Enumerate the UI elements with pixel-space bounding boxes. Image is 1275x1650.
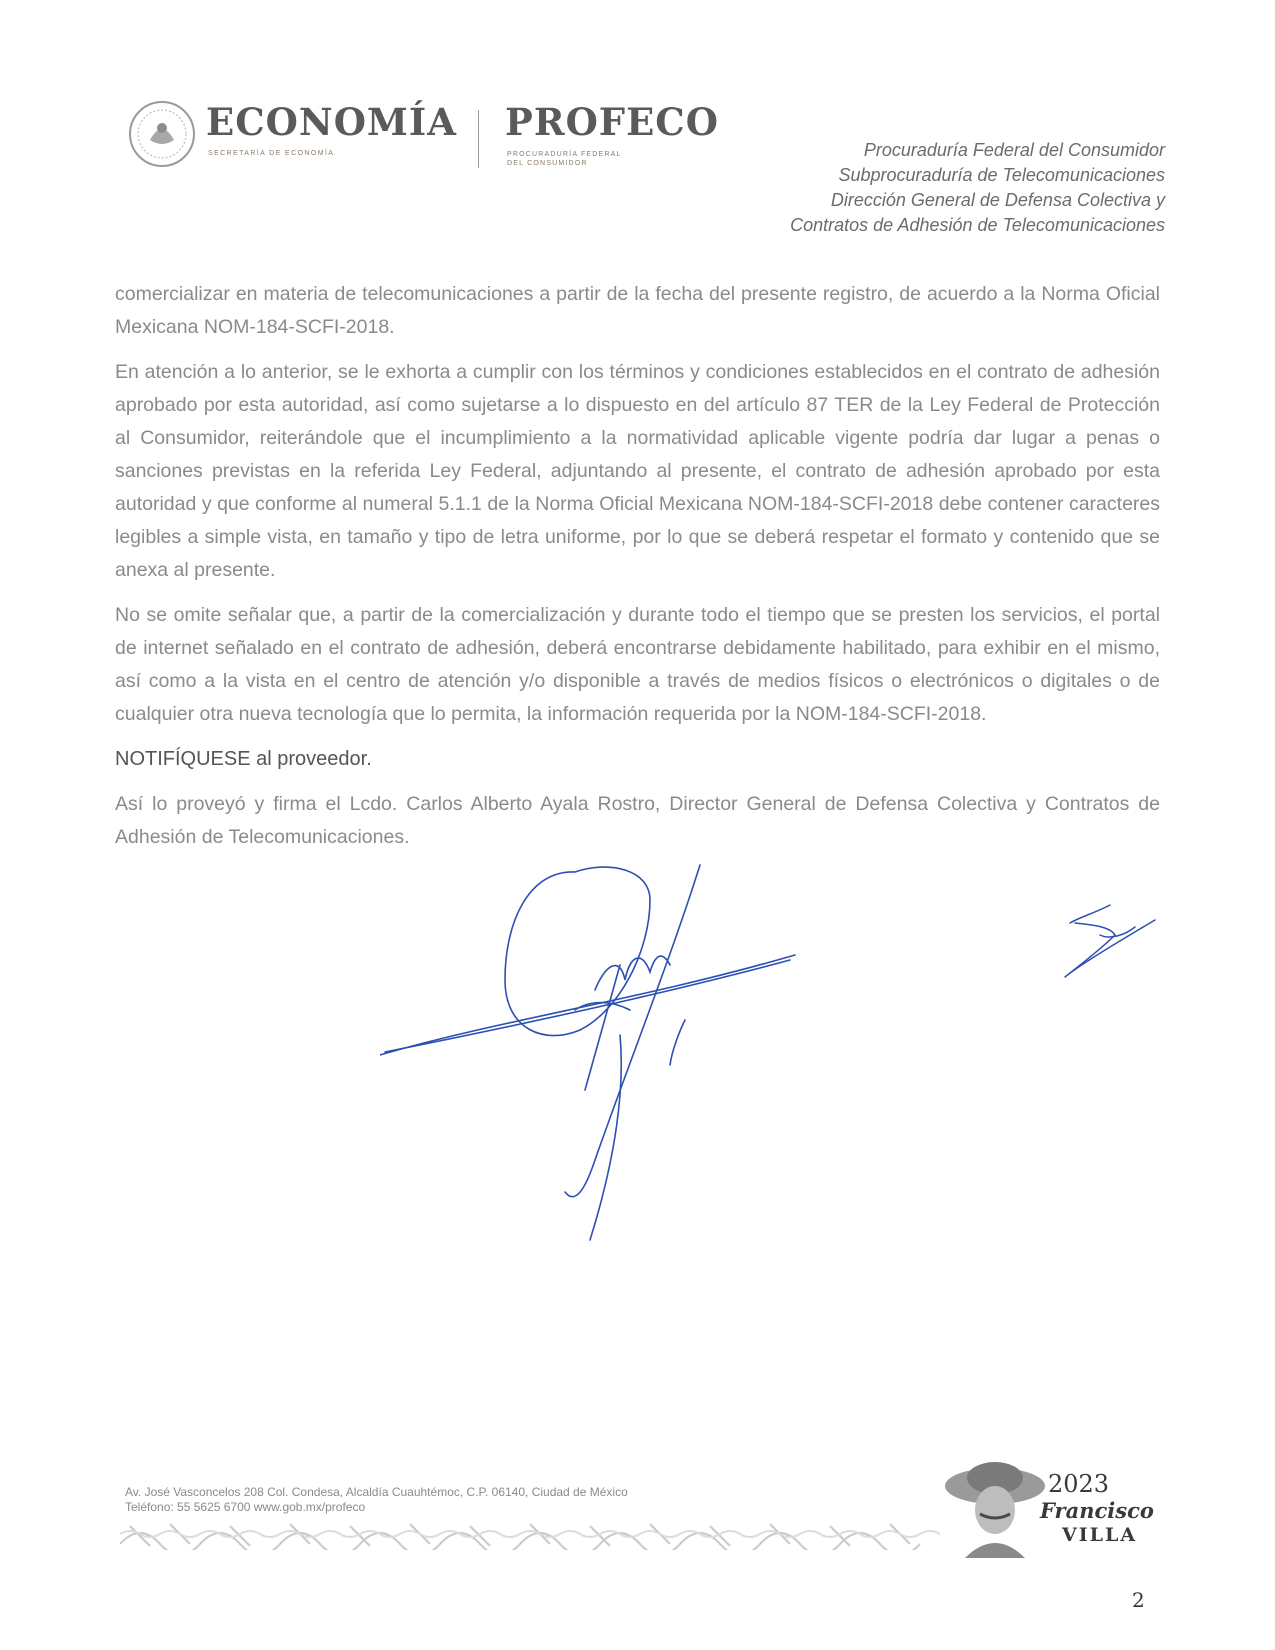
dependency-line: Contratos de Adhesión de Telecomunicaciones [790, 215, 1165, 235]
decorative-pattern-icon [120, 1518, 940, 1550]
dependency-block [790, 138, 1165, 238]
profeco-subtitle-line-1: PROCURADURÍA FEDERAL [507, 151, 622, 158]
document-body [115, 278, 1160, 866]
body-paragraph: No se omite señalar que, a partir de la comercialización y durante todo el tiempo que se presten los servicios, el portal de internet señalado en el contrato de adhesión, deberá encontrarse debidamente habilitado, para exhibir en el mismo, así como a la vista en el centro de atención y/o disponible a través de medios físicos o electrónicos o digitales o de cualquier otra nueva tecnología que lo permita, la información requerida por la NOM-184-SCFI-2018. [115, 604, 1160, 725]
handwritten-signature-icon [380, 860, 810, 1250]
contact-line: Teléfono: 55 5625 6700 www.gob.mx/profeco [125, 1500, 366, 1514]
profeco-logo-title: PROFECO [505, 100, 719, 144]
profeco-subtitle-line-2: DEL CONSUMIDOR [507, 160, 588, 167]
profeco-logo-subtitle [507, 150, 622, 168]
body-paragraph: comercializar en materia de telecomunicaciones a partir de la fecha del presente registro, de acuerdo a la Norma Oficial Mexicana NOM-184-SCFI-2018. [115, 283, 1160, 338]
page-number: 2 [1132, 1588, 1145, 1612]
economia-logo-title: ECONOMÍA [206, 100, 457, 144]
page-header [0, 0, 1275, 260]
dependency-line: Procuraduría Federal del Consumidor [863, 140, 1165, 160]
emblem-surname: VILLA [1062, 1524, 1138, 1546]
closing-paragraph: Así lo proveyó y firma el Lcdo. Carlos Alberto Ayala Rostro, Director General de Defensa Colectiva y Contratos de Adhesión de Telecomunicaciones. [115, 793, 1160, 848]
dependency-line: Subprocuraduría de Telecomunicaciones [838, 165, 1165, 185]
notify-line: NOTIFÍQUESE al proveedor. [115, 748, 372, 770]
emblem-year: 2023 [1048, 1470, 1110, 1498]
national-seal-icon [128, 100, 196, 168]
address-line: Av. José Vasconcelos 208 Col. Condesa, Alcaldía Cuauhtémoc, C.P. 06140, Ciudad de México [125, 1485, 628, 1499]
footer-address [125, 1485, 628, 1515]
body-paragraph: En atención a lo anterior, se le exhorta a cumplir con los términos y condiciones establecidos en el contrato de adhesión aprobado por esta autoridad, así como sujetarse a lo dispuesto en del artículo 87 TER de la Ley Federal de Protección al Consumidor, reiterándole que el incumplimiento a la normatividad aplicable vigente podría dar lugar a penas o sanciones previstas en la referida Ley Federal, adjuntando al presente, el contrato de adhesión aprobado por esta autoridad y que conforme al numeral 5.1.1 de la Norma Oficial Mexicana NOM-184-SCFI-2018 debe contener caracteres legibles a simple vista, en tamaño y tipo de letra uniforme, por lo que se deberá respetar el formato y contenido que se anexa al presente. [115, 361, 1160, 581]
emblem-name: Francisco [1040, 1498, 1154, 1523]
logo-divider [478, 110, 479, 168]
economia-logo-subtitle: SECRETARÍA DE ECONOMÍA [208, 150, 335, 157]
initials-signature-icon [1055, 895, 1165, 985]
dependency-line: Dirección General de Defensa Colectiva y [830, 190, 1165, 210]
